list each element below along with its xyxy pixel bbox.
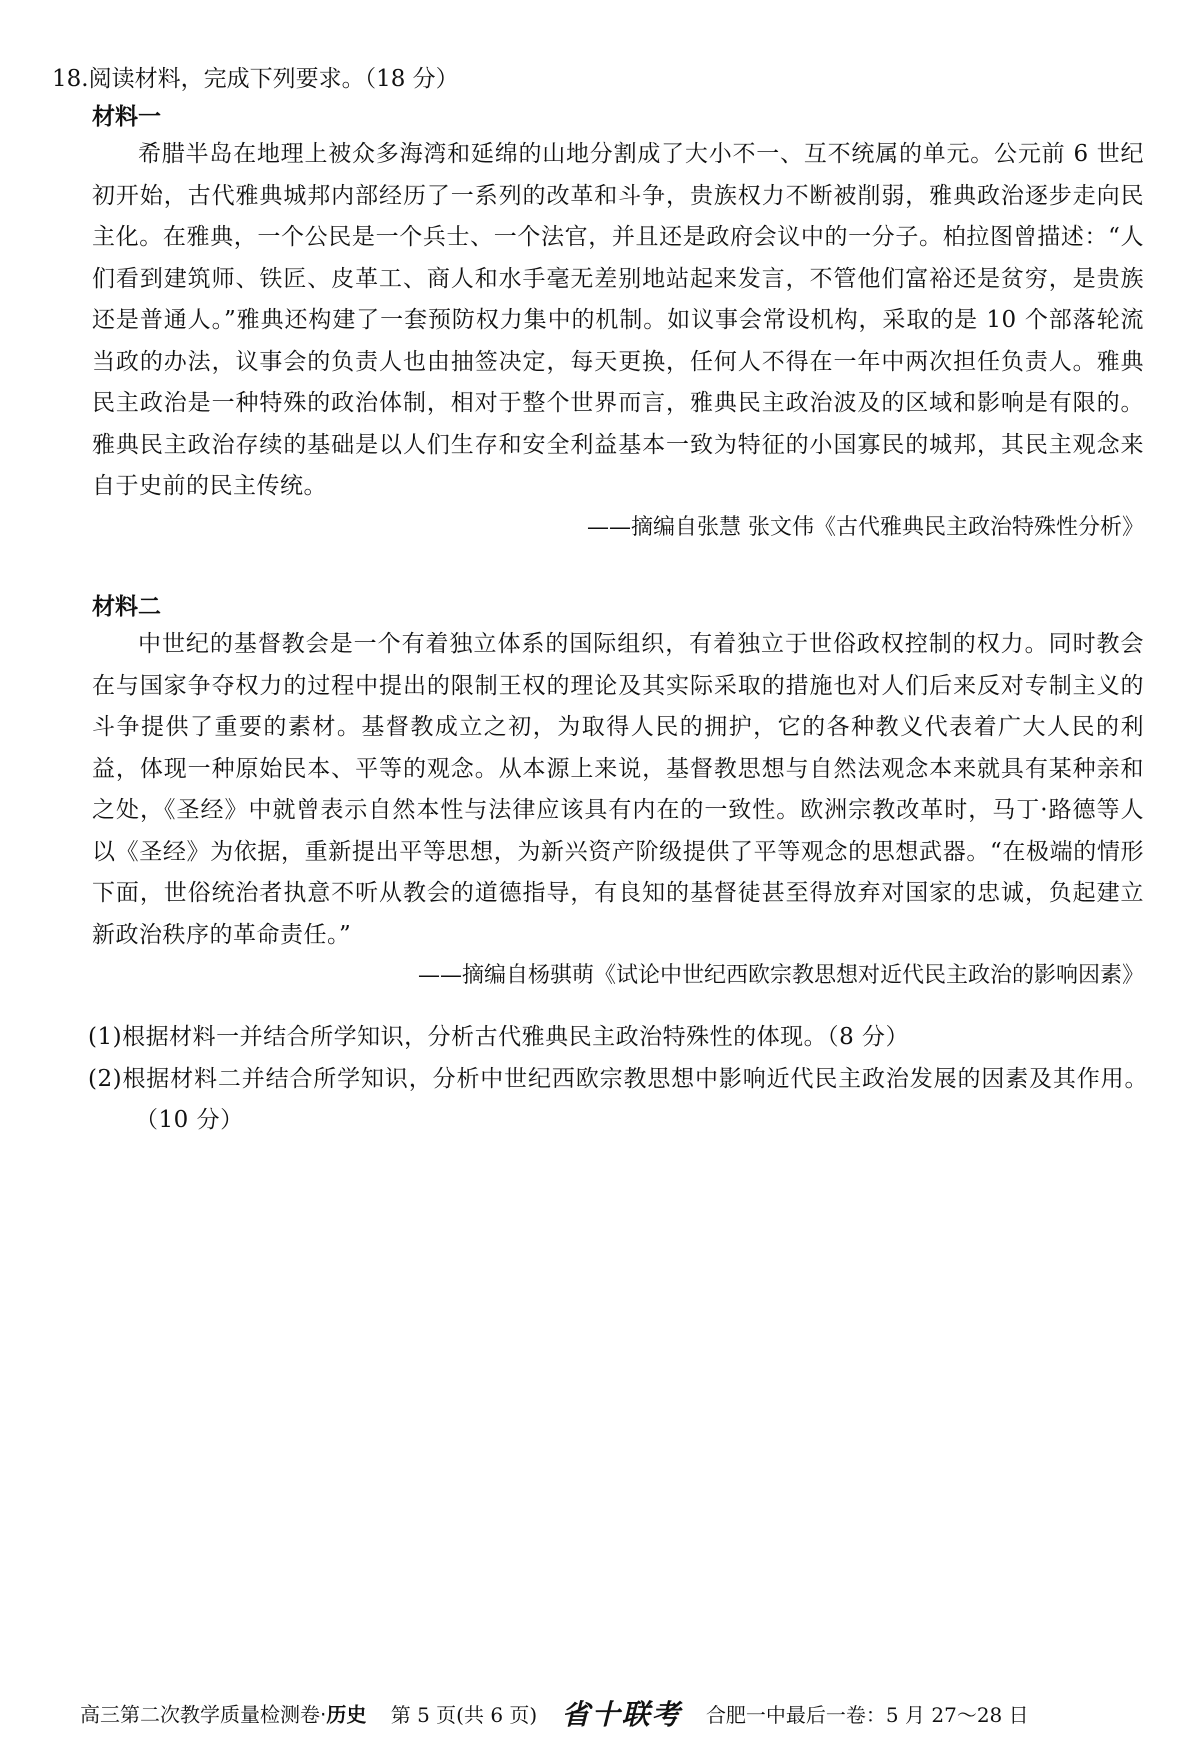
material-one [92,100,1144,548]
footer-subject: 历史 [326,1702,367,1727]
material-one-source: ——摘编自张慧 张文伟《古代雅典民主政治特殊性分析》 [587,514,1144,540]
footer-brand-logo: 省十联考 [561,1697,682,1731]
task-1: (1)根据材料一并结合所学知识，分析古代雅典民主政治特殊性的体现。（8 分） [88,1024,910,1050]
material-two-source: ——摘编自杨骐萌《试论中世纪西欧宗教思想对近代民主政治的影响因素》 [417,963,1144,988]
question-header: 18.阅读材料，完成下列要求。（18 分） [52,66,459,92]
question-tasks [88,1017,1148,1142]
material-one-heading: 材料一 [92,104,161,130]
page-footer [80,1698,1140,1730]
material-two-body: 中世纪的基督教会是一个有着独立体系的国际组织，有着独立于世俗政权控制的权力。同时教会在与国家争夺权力的过程中提出的限制王权的理论及其实际采取的措施也对人们后来反对专制主义的斗争提供了重要的素材。基督教成立之初，为取得人民的拥护，它的各种教义代表着广大人民的利益，体现一种原始民本、平等的观念。从本源上来说，基督教思想与自然法观念本来就具有某种亲和之处，《圣经》中就曾表示自然本性与法律应该具有内在的一致性。欧洲宗教改革时，马丁·路德等人以《圣经》为依据，重新提出平等思想，为新兴资产阶级提供了平等观念的思想武器。“在极端的情形下面，世俗统治者执意不听从教会的道德指导，有良知的基督徒甚至得放弃对国家的忠诚，负起建立新政治秩序的革命责任。” [92,631,1144,948]
material-two [92,590,1144,996]
footer-page-number: 第 5 页(共 6 页) [390,1702,538,1727]
task-2: (2)根据材料二并结合所学知识，分析中世纪西欧宗教思想中影响近代民主政治发展的因素及其作用。（10 分） [88,1065,1148,1133]
footer-exam-title: 高三第二次教学质量检测卷· [80,1702,327,1727]
material-one-body: 希腊半岛在地理上被众多海湾和延绵的山地分割成了大小不一、互不统属的单元。公元前 6 世纪初开始，古代雅典城邦内部经历了一系列的改革和斗争，贵族权力不断被削弱，雅典政治逐步走向民主化。在雅典，一个公民是一个兵士、一个法官，并且还是政府会议中的一分子。柏拉图曾描述：“人们看到建筑师、铁匠、皮革工、商人和水手毫无差别地站起来发言，不管他们富裕还是贫穷，是贵族还是普通人。”雅典还构建了一套预防权力集中的机制。如议事会常设机构，采取的是 10 个部落轮流当政的办法，议事会的负责人也由抽签决定，每天更换，任何人不得在一年中两次担任负责人。雅典民主政治是一种特殊的政治体制，相对于整个世界而言，雅典民主政治波及的区域和影响是有限的。雅典民主政治存续的基础是以人们生存和安全利益基本一致为特征的小国寡民的城邦，其民主观念来自于史前的民主传统。 [92,141,1144,499]
footer-exam-note: 合肥一中最后一卷：5 月 27～28 日 [705,1702,1029,1727]
material-two-heading: 材料二 [92,594,161,620]
